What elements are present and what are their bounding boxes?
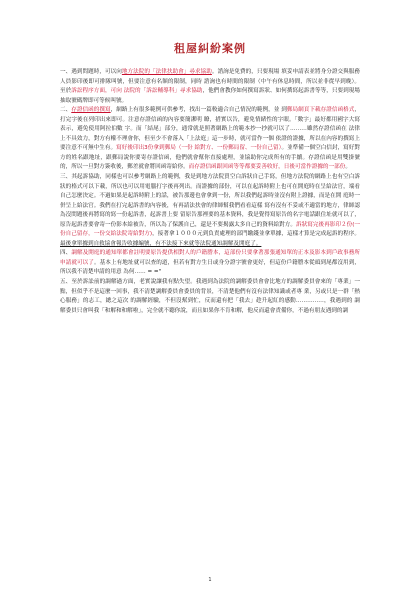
text-run: 訴訟程序方面，可向 法院的「訴訟輔導科」尋求協助 <box>71 88 203 95</box>
text-run: 郵局網頁下載存證信函格式 <box>286 107 355 114</box>
text-run: 而存證信函跟回函等等都要妥善收好，日後可當作證據的一部份 <box>188 164 346 171</box>
text-run: 。諮詢是免費的，只要現場 填妥申請表並將身分證交與服務人員影印後即可排隊叫號，但要注意有名額的限制，同時 諮詢也有時間的限制（中午有休息時間，所以並非從早到晚）。至於 <box>60 69 360 95</box>
text-run: 地方法院的「法律扶助會」尋求協助 <box>121 69 212 75</box>
text-run: ，接著拿１０００元到負責處理的部門繳錢並拿單據，這樣才算是完成起訴的程序。 <box>152 231 360 238</box>
text-run: ，網路上有很多範例可供參考，找出一篇較適合自己情況的範例，並 到 <box>110 107 287 114</box>
text-run: 。 <box>345 164 351 171</box>
paragraph <box>60 106 360 173</box>
text-run: 最後拿單據到自救協會報告收據編號，有不法接下來就等法院通知調解及開庭了。 <box>60 240 262 247</box>
text-run: 調解及開庭的通知單都會註明要原告提供相對人的戶籍謄本，這部份只要拿著那張通知單的正本及影本到戶政事務所申請就可以了 <box>60 250 360 266</box>
text-run: 訴狀寫完後再影印２份(一份自己留存，一份交給法院寄給對方) <box>60 221 360 238</box>
text-run: 。並準備一個空白信封，寫好對方的姓名跟地址，跟郵局說你要寄存證信函，他們就會幫你直接處理，並協助你完成所有的手續。存證信函是用雙掛號的，所以一旦對方簽收後，郵差就會將回函寄給你。 <box>60 145 360 171</box>
text-run: 。基本上有地址就可以查的道，但若有對方生日或身分證字號會更好，但這份戶籍謄本從頭到尾都沒用到，所以我不清楚申請的用意 為何…… = =" <box>60 259 360 276</box>
text-run: 一、遇到問題時，可以向 <box>60 69 122 75</box>
text-run: ，他們會教你如何撰寫訴狀、如何撰寫起訴書等等，只要到現場抽取號碼牌即可等候叫號。 <box>60 88 360 104</box>
page-number: 1 <box>208 577 212 583</box>
document-body <box>60 68 360 316</box>
text-run: 二、 <box>60 107 72 114</box>
paragraph <box>60 278 360 316</box>
text-run: ，打完字後在列印出來即可。注意存證信函的內容要簡潔明 瞭，措實以告，避免情緒性的字眼。「數字」最好都用國字大寫表示，避免使用阿拉伯數 字。而「結尾」部分，通常就是照著網路上的範本抄一抄就可以了………雖然存證信函在 法律上不具效力，對方有權不理會你，但至少不會落入「上法庭」這一步時，就可當作一個 依證的證據，所以在內容的撰寫上要注意不可無中生有。 <box>60 107 360 152</box>
paragraph <box>60 68 360 106</box>
text-run: 五、至於訴訟前的調解過方面，老實說讓我有點失望。我遇到為法院的調解委員會會比地方的調解委員會來的「專業」一點，但似乎不是這麼一回事，我不清楚調解委員會委員的背景，不清楚他們有沒有法律知識或者專 業，另或只是一群「熱心服務」的志工，總之這次 的調解經驗，不但沒幫到忙，反而還有把「我去」趁升起紅的感動……………，我遇到的 調解委員只會叫我「和解和和解啦」，完全就不聽你說，而且如果你不肯和解，他反而還會責備你，不過有朋友遇到的調 <box>60 279 360 314</box>
text-run: 寫好後印出3份拿到郵局（一份 給對方、一份郵局留、一份自己留） <box>116 145 282 152</box>
paragraph <box>60 249 360 278</box>
text-run: 存證信函的撰寫 <box>71 107 111 114</box>
paragraph <box>60 173 360 249</box>
document-title: 租屋糾紛案例 <box>174 42 246 55</box>
text-run: 三、其起訴協助，同樣也可以參考網路上的範例，我是到地方法院買空白訴狀自己手寫，但地方法院的網路上也有空白訴狀的格式可以下載，所以也可以用電腦打字後再列出。而證據的部份，可以在起訴時附上也可在開庭時在呈給法官，端看自己怎麼決定。不過如果是起訴時附上的話，被告那邊也會拿到一份，所以我們起訴時並沒有附上證據，而是在開 庭時一併呈上給法官。我們在打完起訴書的內容後，有再請法扶會的律師幫我們看看這樣 寫有沒有不妥或不適當的地方，律師認為沒問題後再將寫的寫一份起訴書，起訴書上要 留原告那裡要的基本資料，我是覺得寫原告的名字電話跟住址就可以了，原告起訴書要會寄一份影本給被告，所以為了保護自己，還是不要揭露太多自己的資料給對方。 <box>60 174 360 228</box>
text-run: 四、 <box>60 250 72 257</box>
